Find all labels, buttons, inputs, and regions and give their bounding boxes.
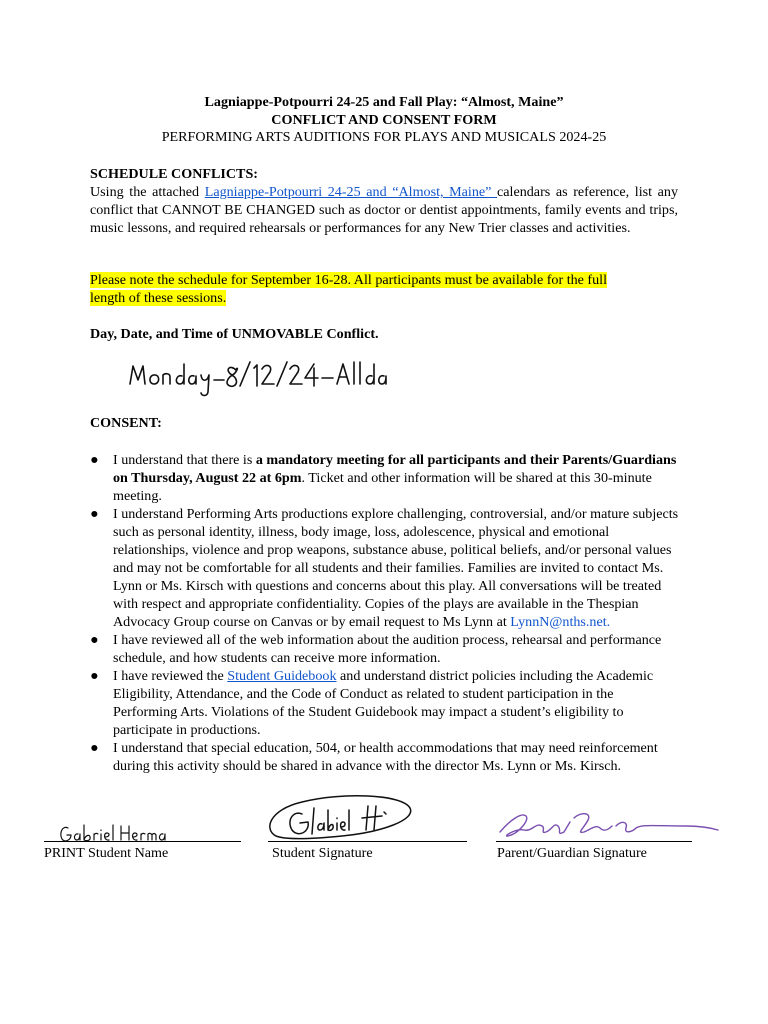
bullet-icon: ● xyxy=(90,632,99,648)
consent-item2-text: I understand Performing Arts productions explore challenging, controversial, and/or mature subjects such as personal identity, illness, body image, loss, adolescence, physical and emotional relationships, violence and prop weapons, substance abuse, political beliefs, and/or personal values and may not be comfortable for all students and their families. Families are invited to contact Ms. Lynn or Ms. Kirsch with questions and concerns about this play. All conversations will be treated with respect and appropriate confidentiality. Copies of the plays are available in the Thespian Advocacy Group course on Canvas or by email request to Ms Lynn at xyxy=(113,506,679,630)
consent-item-guidebook xyxy=(90,667,680,739)
consent-item4-text: I have reviewed the xyxy=(113,668,228,684)
bullet-icon: ● xyxy=(90,452,99,468)
parent-signature xyxy=(496,808,722,842)
highlight-note-line1: Please note the schedule for September 16-28. All participants must be available for the full xyxy=(90,272,608,288)
schedule-note xyxy=(90,271,678,307)
schedule-text-after: calendars as reference, list any conflict that CANNOT BE CHANGED such as doctor or dentist appointments, family events and trips, music lessons, and required rehearsals or performances for any New Trier classes and activities. xyxy=(90,184,678,236)
print-name-line xyxy=(44,841,241,842)
conflict-heading: Day, Date, and Time of UNMOVABLE Conflict. xyxy=(90,326,379,342)
highlight-note-line2: length of these sessions. xyxy=(90,290,227,306)
calendar-link[interactable]: Lagniappe-Potpourri 24-25 and “Almost, Maine” xyxy=(204,184,498,200)
student-signature-line xyxy=(268,841,467,842)
consent-item-accommodations xyxy=(90,739,680,775)
print-name-label: PRINT Student Name xyxy=(44,845,169,861)
parent-signature-line xyxy=(496,841,692,842)
schedule-instructions xyxy=(90,183,678,237)
bullet-icon: ● xyxy=(90,740,99,756)
consent-item3-text: I have reviewed all of the web information about the audition process, rehearsal and performance schedule, and how students can receive more information. xyxy=(113,632,662,666)
consent-item5-text: I understand that special education, 504, or health accommodations that may need reinforcement during this activity should be shared in advance with the director Ms. Lynn or Ms. Kirsch. xyxy=(113,740,658,774)
consent-item1-text: I understand that there is xyxy=(113,452,256,468)
header-form-name: CONFLICT AND CONSENT FORM xyxy=(271,111,497,128)
consent-item1-text-end: . Ticket and other information will be shared at this 30-minute meeting. xyxy=(113,470,652,504)
consent-item-content xyxy=(90,505,680,631)
consent-item1-bold: a mandatory meeting for all participants and their Parents/Guardians on Thursday, August 22 at 6pm xyxy=(113,452,677,486)
bullet-icon: ● xyxy=(90,668,99,684)
student-signature-label: Student Signature xyxy=(272,845,373,861)
consent-heading: CONSENT: xyxy=(90,415,162,431)
email-link[interactable]: LynnN@nths.net. xyxy=(510,614,611,630)
schedule-conflicts-section xyxy=(90,165,678,237)
consent-list xyxy=(90,451,680,775)
header-subtitle: PERFORMING ARTS AUDITIONS FOR PLAYS AND MUSICALS 2024-25 xyxy=(161,129,607,145)
header-title: Lagniappe-Potpourri 24-25 and Fall Play: “Almost, Maine” xyxy=(204,94,564,110)
schedule-text-before: Using the attached xyxy=(90,184,205,200)
handwritten-conflict-answer xyxy=(128,356,388,400)
parent-signature-label: Parent/Guardian Signature xyxy=(497,845,647,861)
student-signature xyxy=(262,790,414,848)
consent-item-web-info xyxy=(90,631,680,667)
bullet-icon: ● xyxy=(90,506,99,522)
student-guidebook-link[interactable]: Student Guidebook xyxy=(227,668,337,684)
form-header xyxy=(0,94,768,147)
consent-item-meeting xyxy=(90,451,680,505)
consent-item4-text-end: and understand district policies including the Academic Eligibility, Attendance, and the Code of Conduct as related to student participation in the Performing Arts. Violations of the Student Guidebook may impact a student’s eligibility to participate in productions. xyxy=(113,668,654,738)
schedule-heading: SCHEDULE CONFLICTS: xyxy=(90,166,258,182)
